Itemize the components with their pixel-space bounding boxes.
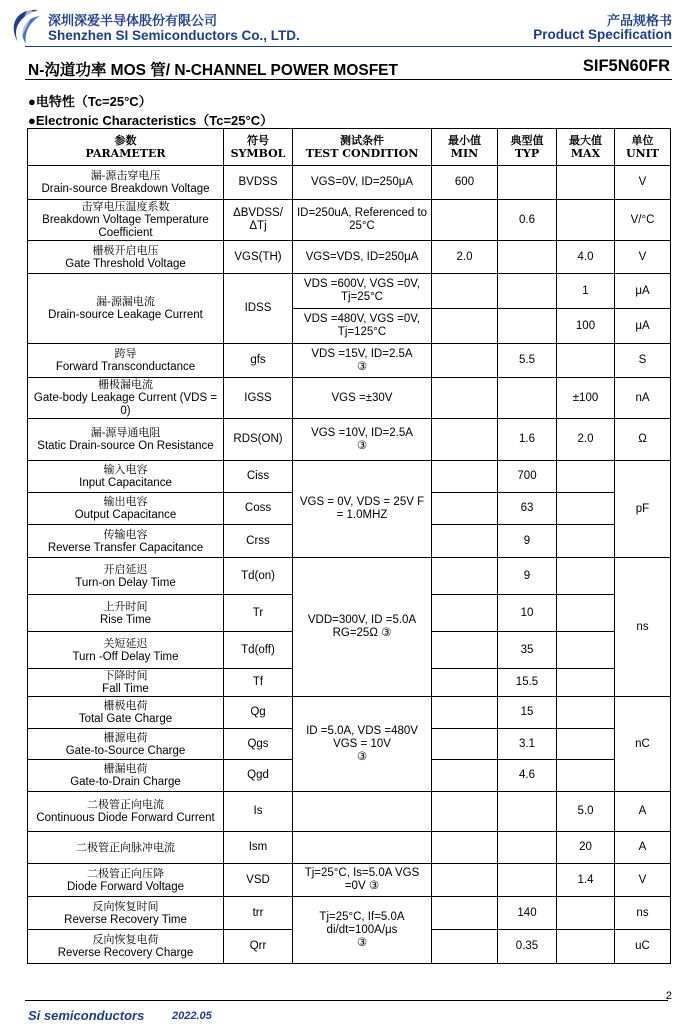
table-cell <box>498 832 557 864</box>
cell-text: 关短延迟 <box>103 636 148 650</box>
table-cell <box>432 792 498 832</box>
table-cell <box>432 864 498 897</box>
cell-text: Gate-to-Drain Charge <box>70 776 181 788</box>
cell-text: 传输电容 <box>103 527 148 541</box>
cell-text: 下降时间 <box>103 669 148 682</box>
table-cell <box>557 632 615 669</box>
table-row <box>28 419 671 461</box>
cell-text: UNIT <box>626 147 659 160</box>
company-name-en: Shenzhen SI Semiconductors Co., LTD. <box>48 28 300 43</box>
table-cell: 4.6 <box>498 760 557 792</box>
table-cell <box>28 344 224 378</box>
table-cell <box>28 525 224 558</box>
section-heading-cn: ●电特性（Tc=25°C） <box>28 94 152 109</box>
spec-label-en: Product Specification <box>533 27 672 42</box>
footer-date: 2022.05 <box>172 1010 212 1022</box>
cell-text: Static Drain-source On Resistance <box>37 440 214 452</box>
table-cell: Tr <box>224 595 293 632</box>
table-cell <box>557 166 615 200</box>
cell-text: 反向恢复时间 <box>92 899 159 913</box>
cell-text: 符号 <box>247 134 269 147</box>
cell-text: Breakdown Voltage Temperature Coefficient <box>42 214 209 239</box>
table-cell <box>432 832 498 864</box>
cell-text: 上升时间 <box>103 599 148 613</box>
cell-text: MIN <box>450 147 479 160</box>
cell-text: 二极管正向压降 <box>87 866 164 880</box>
cell-text: VGS =10V, ID=2.5A <box>311 426 413 439</box>
table-cell: nA <box>615 378 671 419</box>
table-cell: Ism <box>224 832 293 864</box>
table-cell: V/°C <box>615 200 671 241</box>
cell-text: Output Capacitance <box>74 509 177 521</box>
table-cell: ±100 <box>557 378 615 419</box>
table-cell: VGS=VDS, ID=250μA <box>293 241 432 274</box>
cell-text: Total Gate Charge <box>78 713 173 725</box>
cell-text: Reverse Recovery Time <box>64 913 187 926</box>
table-cell: Qgs <box>224 729 293 760</box>
table-cell <box>28 792 224 832</box>
table-row <box>28 344 671 378</box>
footer-divider <box>25 1000 668 1001</box>
table-cell <box>432 309 498 344</box>
table-cell: 9 <box>498 525 557 558</box>
table-cell: 2.0 <box>432 241 498 274</box>
col-parameter <box>28 129 224 166</box>
company-logo-icon <box>8 6 42 46</box>
cell-text: 栅漏电荷 <box>103 762 148 775</box>
table-cell <box>432 344 498 378</box>
cell-text: Turn -Off Delay Time <box>72 650 179 663</box>
table-cell <box>432 930 498 964</box>
cell-text: TYP <box>514 147 540 160</box>
cell-text: 栅源电荷 <box>103 730 148 744</box>
cell-text: Gate-to-Source Charge <box>65 744 186 757</box>
cell-text: 测试条件 <box>340 134 384 147</box>
table-cell <box>498 241 557 274</box>
table-cell: trr <box>224 897 293 930</box>
table-cell <box>498 166 557 200</box>
cell-text: Reverse Transfer Capacitance <box>47 541 204 554</box>
table-cell <box>432 378 498 419</box>
table-cell: 600 <box>432 166 498 200</box>
table-cell <box>557 344 615 378</box>
cell-text: SYMBOL <box>230 147 286 160</box>
table-cell <box>293 792 432 832</box>
table-cell <box>28 697 224 729</box>
cell-text: 参数 <box>114 134 137 147</box>
table-cell <box>557 461 615 493</box>
table-cell: gfs <box>224 344 293 378</box>
table-cell <box>557 930 615 964</box>
table-cell: uC <box>615 930 671 964</box>
table-cell <box>498 378 557 419</box>
table-cell: 1.6 <box>498 419 557 461</box>
table-cell: VSD <box>224 864 293 897</box>
table-cell: 140 <box>498 897 557 930</box>
table-cell <box>557 525 615 558</box>
table-cell <box>498 309 557 344</box>
cell-text: 栅极漏电流 <box>98 378 153 391</box>
table-cell: 0.6 <box>498 200 557 241</box>
table-cell <box>432 760 498 792</box>
table-cell: 3.1 <box>498 729 557 760</box>
table-cell <box>557 493 615 525</box>
cell-text: Reverse Recovery Charge <box>57 947 194 959</box>
table-cell <box>293 419 432 461</box>
table-cell: 20 <box>557 832 615 864</box>
table-cell: 4.0 <box>557 241 615 274</box>
table-cell <box>293 832 432 864</box>
table-cell <box>432 274 498 309</box>
table-cell <box>557 697 615 729</box>
table-cell: Coss <box>224 493 293 525</box>
table-row <box>28 461 671 493</box>
table-cell: 9 <box>498 558 557 595</box>
table-cell: VGS=0V, ID=250μA <box>293 166 432 200</box>
cell-text: 输出电容 <box>103 495 148 508</box>
table-cell: S <box>615 344 671 378</box>
table-cell <box>28 166 224 200</box>
table-cell: A <box>615 792 671 832</box>
table-cell: Qg <box>224 697 293 729</box>
table-cell: Tf <box>224 669 293 697</box>
table-row <box>28 697 671 729</box>
table-row <box>28 274 671 309</box>
table-cell: IDSS <box>224 274 293 344</box>
table-cell <box>28 864 224 897</box>
table-cell: 63 <box>498 493 557 525</box>
table-cell <box>28 419 224 461</box>
table-cell <box>557 897 615 930</box>
table-cell <box>432 461 498 493</box>
col-min <box>432 129 498 166</box>
table-cell <box>28 760 224 792</box>
table-cell <box>28 558 224 595</box>
table-cell: RDS(ON) <box>224 419 293 461</box>
cell-text: Input Capacitance <box>79 477 172 489</box>
table-cell <box>557 558 615 595</box>
cell-text: ID =5.0A, VDS =480V VGS = 10V <box>306 724 418 750</box>
table-cell: V <box>615 166 671 200</box>
document-title: N-沟道功率 MOS 管/ N-CHANNEL POWER MOSFET <box>28 62 398 79</box>
table-row <box>28 864 671 897</box>
cell-text: 栅极开启电压 <box>92 243 159 257</box>
table-cell: VGS =±30V <box>293 378 432 419</box>
table-cell: ID=250uA, Referenced to 25°C <box>293 200 432 241</box>
table-row <box>28 166 671 200</box>
table-row <box>28 558 671 595</box>
table-cell: BVDSS <box>224 166 293 200</box>
table-cell: 5.5 <box>498 344 557 378</box>
table-cell: nC <box>615 697 671 792</box>
table-cell: 1 <box>557 274 615 309</box>
table-cell: A <box>615 832 671 864</box>
company-name-cn: 深圳深爱半导体股份有限公司 <box>48 13 218 28</box>
table-cell: Qrr <box>224 930 293 964</box>
cell-text: MAX <box>570 147 601 160</box>
table-cell <box>432 632 498 669</box>
cell-text: 单位 <box>631 134 654 147</box>
table-cell <box>293 344 432 378</box>
table-cell <box>28 241 224 274</box>
cell-text: 最大值 <box>569 134 602 147</box>
cell-text: Diode Forward Voltage <box>67 880 184 893</box>
table-cell <box>28 669 224 697</box>
table-cell <box>432 897 498 930</box>
table-cell: 35 <box>498 632 557 669</box>
table-cell <box>557 729 615 760</box>
cell-text: 漏-源漏电流 <box>96 295 155 308</box>
table-cell <box>28 274 224 344</box>
company-header <box>8 6 348 48</box>
table-cell: 2.0 <box>557 419 615 461</box>
table-cell: μA <box>615 274 671 309</box>
table-cell <box>557 760 615 792</box>
table-cell <box>557 200 615 241</box>
table-cell <box>432 697 498 729</box>
table-cell <box>557 595 615 632</box>
table-cell <box>498 274 557 309</box>
table-cell <box>432 595 498 632</box>
section-heading-en: ●Electronic Characteristics（Tc=25°C） <box>28 113 274 128</box>
cell-text: Tj=25°C, If=5.0A di/dt=100A/μs <box>319 910 405 936</box>
cell-text: TEST CONDITION <box>305 147 419 160</box>
table-row <box>28 200 671 241</box>
table-cell: Crss <box>224 525 293 558</box>
col-typ <box>498 129 557 166</box>
table-cell <box>432 525 498 558</box>
table-cell: Td(off) <box>224 632 293 669</box>
table-cell: 700 <box>498 461 557 493</box>
table-cell <box>557 669 615 697</box>
table-cell: 5.0 <box>557 792 615 832</box>
table-cell: ΔBVDSS/ΔTj <box>224 200 293 241</box>
part-number: SIF5N60FR <box>582 57 670 75</box>
table-cell <box>28 897 224 930</box>
electrical-characteristics-table <box>27 128 671 964</box>
header-divider <box>25 46 672 47</box>
cell-text: 击穿电压温度系数 <box>81 200 170 213</box>
cell-text: VDS =15V, ID=2.5A <box>311 347 413 360</box>
cell-text: ③ <box>356 936 368 949</box>
table-cell: ns <box>615 558 671 697</box>
table-cell <box>28 632 224 669</box>
table-cell: Tj=25°C, Is=5.0A VGS =0V ③ <box>293 864 432 897</box>
cell-text: 二极管正向脉冲电流 <box>76 840 175 854</box>
cell-text: Continuous Diode Forward Current <box>36 812 215 824</box>
table-cell <box>432 558 498 595</box>
cell-text: 二极管正向电流 <box>87 798 164 811</box>
page-number: 2 <box>665 990 672 1002</box>
table-cell: pF <box>615 461 671 558</box>
table-cell <box>28 493 224 525</box>
cell-text: Fall Time <box>102 683 149 695</box>
col-symbol <box>224 129 293 166</box>
table-cell <box>293 697 432 792</box>
col-condition <box>293 129 432 166</box>
table-row <box>28 832 671 864</box>
cell-text: 栅极电荷 <box>103 699 148 712</box>
table-cell <box>28 729 224 760</box>
table-cell <box>432 200 498 241</box>
cell-text: Rise Time <box>99 613 152 626</box>
cell-text: ③ <box>356 439 368 452</box>
table-cell: Qgd <box>224 760 293 792</box>
table-cell: V <box>615 864 671 897</box>
col-max <box>557 129 615 166</box>
cell-text: Gate-body Leakage Current (VDS = 0) <box>33 392 218 417</box>
table-row <box>28 897 671 930</box>
table-cell: VGS(TH) <box>224 241 293 274</box>
table-cell <box>28 200 224 241</box>
cell-text: Forward Transconductance <box>55 361 196 373</box>
table-cell <box>432 419 498 461</box>
table-cell: 10 <box>498 595 557 632</box>
title-divider <box>25 79 672 80</box>
table-cell <box>28 595 224 632</box>
cell-text: ③ <box>356 360 368 373</box>
cell-text: 跨导 <box>114 347 137 360</box>
table-cell <box>432 729 498 760</box>
cell-text: 漏-源击穿电压 <box>90 169 161 182</box>
cell-text: ③ <box>356 750 368 763</box>
cell-text: 开启延迟 <box>103 562 148 576</box>
cell-text: Gate Threshold Voltage <box>65 257 186 270</box>
cell-text: PARAMETER <box>85 147 166 160</box>
table-cell <box>498 864 557 897</box>
table-cell <box>28 378 224 419</box>
table-cell: 100 <box>557 309 615 344</box>
table-cell: μA <box>615 309 671 344</box>
cell-text: 漏-源导通电阻 <box>90 426 161 439</box>
table-cell: Td(on) <box>224 558 293 595</box>
cell-text: 反向恢复电荷 <box>92 933 159 946</box>
table-cell: VDS =600V, VGS =0V, Tj=25°C <box>293 274 432 309</box>
spec-label-cn: 产品规格书 <box>606 13 672 28</box>
table-row <box>28 378 671 419</box>
table-cell <box>28 930 224 964</box>
table-row <box>28 792 671 832</box>
cell-text: Drain-source Leakage Current <box>48 309 203 321</box>
table-cell: 0.35 <box>498 930 557 964</box>
table-cell <box>432 493 498 525</box>
table-cell <box>28 832 224 864</box>
table-cell: VDS =480V, VGS =0V, Tj=125°C <box>293 309 432 344</box>
table-cell: VGS = 0V, VDS = 25V F = 1.0MHZ <box>293 461 432 558</box>
table-cell: VDD=300V, ID =5.0A RG=25Ω ③ <box>293 558 432 697</box>
table-cell: V <box>615 241 671 274</box>
table-cell <box>28 461 224 493</box>
table-row <box>28 241 671 274</box>
cell-text: 典型值 <box>510 134 544 147</box>
table-cell: ns <box>615 897 671 930</box>
table-cell: IGSS <box>224 378 293 419</box>
table-header-row <box>28 129 671 166</box>
footer-brand: Si semiconductors <box>28 1008 145 1023</box>
table-cell: Is <box>224 792 293 832</box>
table-cell: Ω <box>615 419 671 461</box>
table-cell <box>293 897 432 964</box>
cell-text: Turn-on Delay Time <box>75 576 176 589</box>
table-cell: 15 <box>498 697 557 729</box>
table-cell <box>432 669 498 697</box>
table-cell: Ciss <box>224 461 293 493</box>
col-unit <box>615 129 671 166</box>
cell-text: Drain-source Breakdown Voltage <box>41 183 210 195</box>
cell-text: 最小值 <box>448 134 481 147</box>
table-cell <box>498 792 557 832</box>
table-cell: 1.4 <box>557 864 615 897</box>
table-cell: 15.5 <box>498 669 557 697</box>
cell-text: 输入电容 <box>103 463 148 476</box>
